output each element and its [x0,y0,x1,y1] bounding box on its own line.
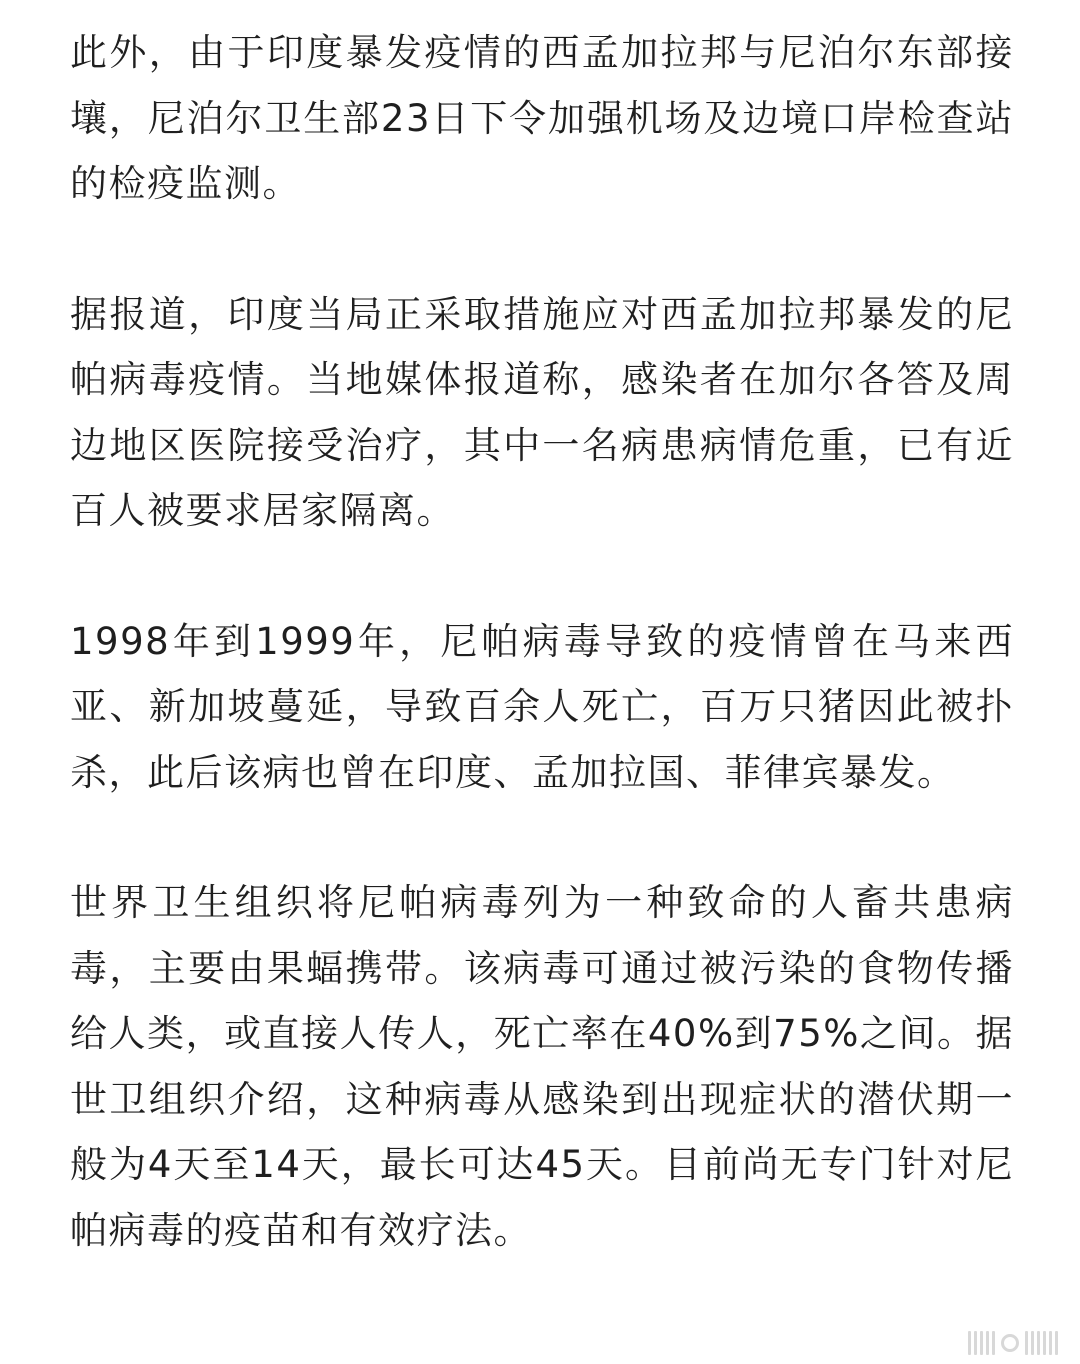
watermark-bars-right [1025,1331,1058,1355]
paragraph-2: 据报道，印度当局正采取措施应对西孟加拉邦暴发的尼帕病毒疫情。当地媒体报道称，感染者在加尔各答及周边地区医院接受治疗，其中一名病患病情危重，已有近百人被要求居家隔离。 [70,292,1014,532]
article-body [70,20,1014,1263]
watermark-bars-left [968,1331,995,1355]
paragraph-1: 此外，由于印度暴发疫情的西孟加拉邦与尼泊尔东部接壤，尼泊尔卫生部23日下令加强机场及边境口岸检查站的检疫监测。 [70,31,1014,205]
watermark-circle [1001,1334,1019,1352]
paragraph-3: 1998年到1999年，尼帕病毒导致的疫情曾在马来西亚、新加坡蔓延，导致百余人死亡，百万只猪因此被扑杀，此后该病也曾在印度、孟加拉国、菲律宾暴发。 [70,619,1014,794]
paragraph-4: 世界卫生组织将尼帕病毒列为一种致命的人畜共患病毒，主要由果蝠携带。该病毒可通过被污染的食物传播给人类，或直接人传人，死亡率在40%到75%之间。据世卫组织介绍，这种病毒从感染到出现症状的潜伏期一般为4天至14天，最长可达45天。目前尚无专门针对尼帕病毒的疫苗和有效疗法。 [70,881,1014,1252]
watermark-logo-icon [968,1328,1058,1358]
